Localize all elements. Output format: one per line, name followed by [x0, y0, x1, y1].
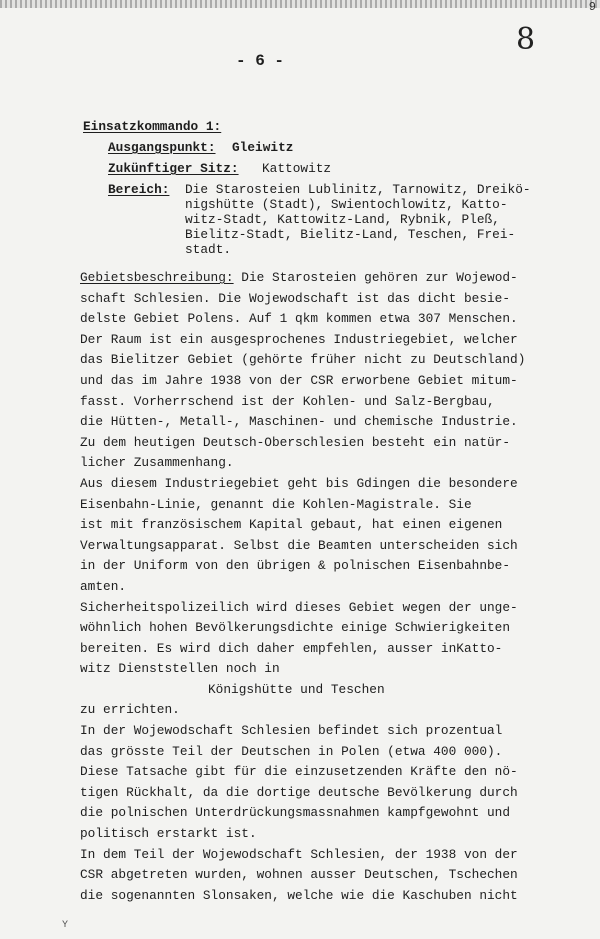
body-line: Zu dem heutigen Deutsch-Oberschlesien besteht ein natür- — [80, 434, 511, 450]
body-line: Verwaltungsapparat. Selbst die Beamten unterscheiden sich — [80, 537, 518, 553]
body-line: In dem Teil der Wojewodschaft Schlesien, der 1938 von der — [80, 846, 518, 862]
body-line: Diese Tatsache gibt für die einzusetzenden Kräfte den nö- — [80, 764, 518, 780]
body-line-first — [80, 268, 580, 289]
page-number: - 6 - — [235, 52, 284, 70]
body-line: delste Gebiet Polens. Auf 1 qkm kommen etwa 307 Menschen. — [80, 311, 518, 327]
area-line: nigshütte (Stadt), Swientochlowitz, Katto- — [185, 197, 508, 212]
body-line: witz Dienststellen noch in — [80, 661, 280, 677]
body-line-centered: Königshütte und Teschen — [208, 681, 385, 697]
area-label: Bereich: — [108, 182, 170, 197]
body-line: Der Raum ist ein ausgesprochenes Industriegebiet, welcher — [80, 331, 518, 347]
corner-mark: 9 — [588, 0, 596, 14]
area-line: Bielitz-Stadt, Bielitz-Land, Teschen, Frei- — [185, 227, 516, 242]
description-text: Die Starosteien gehören zur Wojewod- — [233, 270, 518, 285]
future-seat-value: Kattowitz — [262, 161, 332, 176]
body-line: und das im Jahre 1938 von der CSR erworbene Gebiet mitum- — [80, 372, 518, 388]
origin-value: Gleiwitz — [232, 140, 294, 155]
body-line: ist mit französischem Kapital gebaut, hat einen eigenen — [80, 517, 503, 533]
origin-label: Ausgangspunkt: — [108, 140, 216, 155]
body-line: CSR abgetreten wurden, wohnen ausser Deutschen, Tschechen — [80, 867, 518, 883]
body-line: licher Zusammenhang. — [80, 455, 234, 471]
future-seat-label: Zukünftiger Sitz: — [108, 161, 239, 176]
body-line: zu errichten. — [80, 702, 180, 718]
body-line: das grösste Teil der Deutschen in Polen (etwa 400 000). — [80, 743, 503, 759]
body-line: In der Wojewodschaft Schlesien befindet sich prozentual — [80, 723, 503, 739]
footer-mark: Y — [62, 920, 69, 931]
body-line: wöhnlich hohen Bevölkerungsdichte einige Schwierigkeiten — [80, 620, 511, 636]
body-line: politisch erstarkt ist. — [80, 826, 257, 842]
body-line: die polnischen Unterdrückungsmassnahmen kampfgewohnt und — [80, 805, 511, 821]
body-line: Sicherheitspolizeilich wird dieses Gebiet wegen der unge- — [80, 599, 518, 615]
area-line: stadt. — [185, 242, 232, 257]
body-line: fasst. Vorherrschend ist der Kohlen- und Salz-Bergbau, — [80, 393, 495, 409]
body-line: schaft Schlesien. Die Wojewodschaft ist das dicht besie- — [80, 290, 511, 306]
body-line: das Bielitzer Gebiet (gehörte früher nicht zu Deutschland) — [80, 352, 526, 368]
body-line: in der Uniform von den übrigen & polnischen Eisenbahnbe- — [80, 558, 511, 574]
section-title: Einsatzkommando 1: — [83, 119, 222, 134]
area-line: witz-Stadt, Kattowitz-Land, Rybnik, Pleß, — [185, 212, 500, 227]
description-label: Gebietsbeschreibung: — [80, 270, 234, 285]
body-text — [80, 268, 580, 906]
body-line: bereiten. Es wird dich daher empfehlen, ausser inKatto- — [80, 640, 503, 656]
area-line: Die Starosteien Lublinitz, Tarnowitz, Dreikö- — [185, 182, 531, 197]
body-line: Aus diesem Industriegebiet geht bis Gdingen die besondere — [80, 475, 518, 491]
body-line: Eisenbahn-Linie, genannt die Kohlen-Magistrale. Sie — [80, 496, 472, 512]
body-line: amten. — [80, 578, 127, 594]
body-line: die sogenannten Slonsaken, welche wie die Kaschuben nicht — [80, 887, 518, 903]
scan-edge — [0, 0, 600, 8]
handwritten-page-number: 8 — [516, 22, 536, 57]
body-line: die Hütten-, Metall-, Maschinen- und chemische Industrie. — [80, 414, 518, 430]
body-line: tigen Rückhalt, da die dortige deutsche Bevölkerung durch — [80, 784, 518, 800]
